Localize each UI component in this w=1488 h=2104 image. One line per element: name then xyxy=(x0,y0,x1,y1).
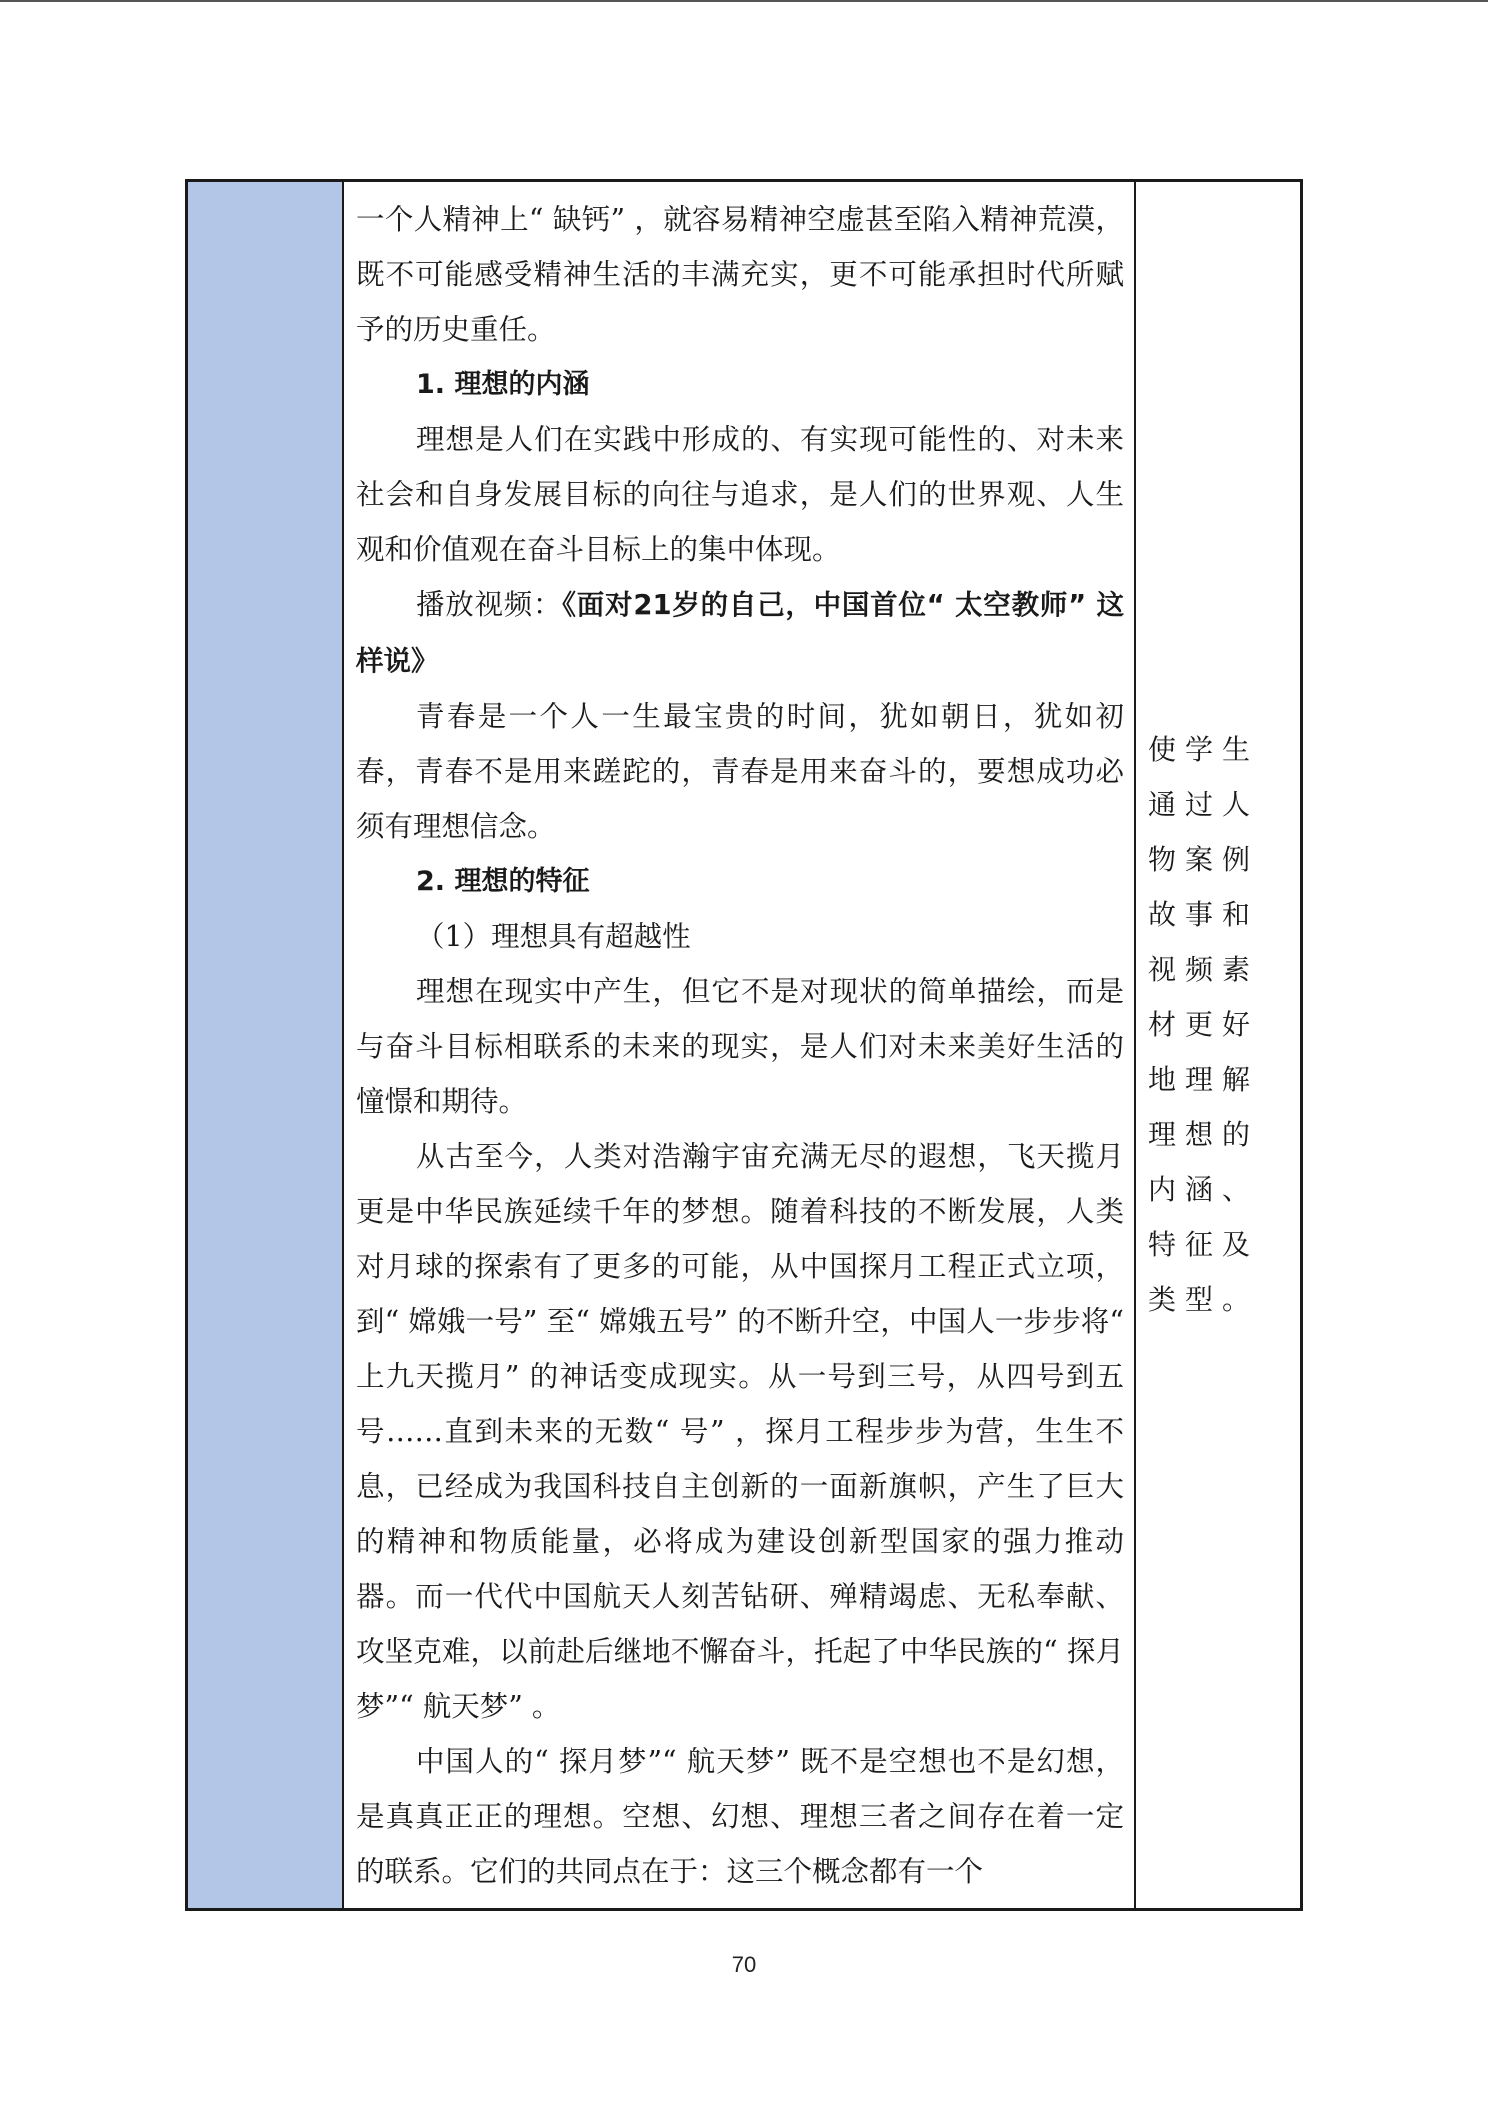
teaching-purpose-note: 使学生通过人物案例故事和视频素材更好地理解理想的内涵、特征及类型。 xyxy=(1148,733,1260,1316)
paragraph-intro: 一个人精神上“ 缺钙” ，就容易精神空虚甚至陷入精神荒漠，既不可能感受精神生活的丰满充实，更不可能承担时代所赋予的历史重任。 xyxy=(356,203,1124,346)
heading-connotation: 1. 理想的内涵 xyxy=(416,369,590,400)
notes-column xyxy=(1136,182,1300,1908)
video-prefix: 播放视频： xyxy=(416,588,563,621)
paragraph-reality: 理想在现实中产生，但它不是对现状的简单描绘，而是与奋斗目标相联系的未来的现实，是人们对未来美好生活的憧憬和期待。 xyxy=(356,975,1124,1118)
paragraph-youth: 青春是一个人一生最宝贵的时间，犹如朝日，犹如初春，青春不是用来蹉跎的，青春是用来奋斗的，要想成功必须有理想信念。 xyxy=(356,700,1124,843)
blue-label-column xyxy=(188,182,344,1908)
page-number: 70 xyxy=(731,1952,757,1977)
paragraph-lunar-exploration: 从古至今，人类对浩瀚宇宙充满无尽的遐想，飞天揽月更是中华民族延续千年的梦想。随着科技的不断发展，人类对月球的探索有了更多的可能，从中国探月工程正式立项，到“ 嫦娥一号” 至“ 嫦娥五号” 的不断升空，中国人一步步将“ 上九天揽月” 的神话变成现实。从一号到三号，从四号到五号……直到未来的无数“ 号” ，探月工程步步为营，生生不息，已经成为我国科技自主创新的一面新旗帜，产生了巨大的精神和物质能量，必将成为建设创新型国家的强力推动器。而一代代中国航天人刻苦钻研、殚精竭虑、无私奉献、攻坚克难，以前赴后继地不懈奋斗，托起了中华民族的“ 探月梦”“ 航天梦” 。 xyxy=(356,1140,1124,1723)
content-column xyxy=(344,182,1136,1908)
paragraph-dream-comparison: 中国人的“ 探月梦”“ 航天梦” 既不是空想也不是幻想，是真真正正的理想。空想、幻想、理想三者之间存在着一定的联系。它们的共同点在于：这三个概念都有一个 xyxy=(356,1745,1124,1888)
paragraph-definition: 理想是人们在实践中形成的、有实现可能性的、对未来社会和自身发展目标的向往与追求，是人们的世界观、人生观和价值观在奋斗目标上的集中体现。 xyxy=(356,423,1124,566)
top-rule xyxy=(0,0,1488,2)
paragraph-video xyxy=(356,577,1124,689)
subheading-transcendence: （1）理想具有超越性 xyxy=(416,920,691,953)
video-title: 《面对21岁的自己，中国首位“ 太空教师” 这样说》 xyxy=(356,589,1124,677)
heading-features: 2. 理想的特征 xyxy=(416,866,590,897)
lesson-table xyxy=(185,179,1303,1911)
